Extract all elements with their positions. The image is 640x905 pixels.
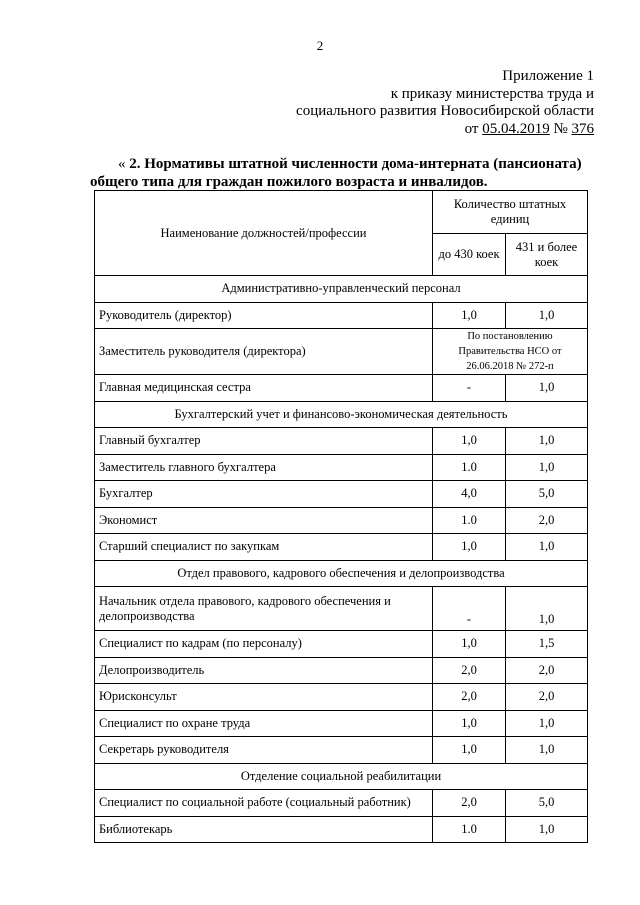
section-heading	[90, 155, 590, 191]
value-up-to-430: -	[433, 375, 506, 402]
table-row	[95, 631, 588, 658]
value-431-plus: 2,0	[506, 657, 588, 684]
table-row	[95, 710, 588, 737]
heading-text-1: 2. Нормативы штатной численности дома-интерната (пансионата)	[129, 156, 582, 172]
value-up-to-430: 1.0	[433, 454, 506, 481]
value-431-plus: 1,0	[506, 375, 588, 402]
position-name: Библиотекарь	[95, 816, 433, 843]
table-row	[95, 507, 588, 534]
position-name: Специалист по кадрам (по персоналу)	[95, 631, 433, 658]
value-up-to-430: 2,0	[433, 684, 506, 711]
value-up-to-430: 1,0	[433, 710, 506, 737]
value-up-to-430: 1,0	[433, 534, 506, 561]
appendix-order-line	[296, 121, 594, 139]
table-row	[95, 534, 588, 561]
value-431-plus: 2,0	[506, 507, 588, 534]
position-name: Руководитель (директор)	[95, 302, 433, 329]
value-up-to-430: 1,0	[433, 631, 506, 658]
table-row	[95, 428, 588, 455]
order-date-prefix: от	[464, 120, 483, 137]
value-up-to-430: 2,0	[433, 657, 506, 684]
value-431-plus: 1,0	[506, 587, 588, 631]
value-up-to-430: 2,0	[433, 790, 506, 817]
table-row	[95, 587, 588, 631]
heading-quote: «	[118, 156, 130, 172]
order-number: 376	[571, 120, 594, 137]
section-title: Бухгалтерский учет и финансово-экономическая деятельность	[95, 401, 588, 428]
value-up-to-430: 4,0	[433, 481, 506, 508]
value-431-plus: 1,0	[506, 428, 588, 455]
section-title: Отделение социальной реабилитации	[95, 763, 588, 790]
section-title: Административно-управленческий персонал	[95, 276, 588, 303]
position-name: Главный бухгалтер	[95, 428, 433, 455]
value-431-plus: 5,0	[506, 790, 588, 817]
position-name: Юрисконсульт	[95, 684, 433, 711]
column-header-quantity: Количество штатных единиц	[433, 191, 588, 234]
section-title: Отдел правового, кадрового обеспечения и делопроизводства	[95, 560, 588, 587]
heading-line-2: общего типа для граждан пожилого возраста и инвалидов.	[90, 174, 488, 190]
table-row	[95, 481, 588, 508]
table-row	[95, 454, 588, 481]
table-row	[95, 737, 588, 764]
position-name: Бухгалтер	[95, 481, 433, 508]
table-row	[95, 302, 588, 329]
order-date: 05.04.2019	[482, 120, 550, 137]
position-name: Главная медицинская сестра	[95, 375, 433, 402]
appendix-line-2: к приказу министерства труда и	[390, 85, 594, 102]
quantity-note: По постановлению Правительства НСО от 26.06.2018 № 272-п	[433, 329, 588, 375]
position-name: Заместитель главного бухгалтера	[95, 454, 433, 481]
value-431-plus: 1,0	[506, 302, 588, 329]
column-header-431-plus: 431 и более коек	[506, 234, 588, 276]
value-up-to-430: 1.0	[433, 816, 506, 843]
position-name: Секретарь руководителя	[95, 737, 433, 764]
value-431-plus: 5,0	[506, 481, 588, 508]
value-431-plus: 1,0	[506, 737, 588, 764]
value-431-plus: 1,0	[506, 816, 588, 843]
table-row	[95, 684, 588, 711]
order-number-sign: №	[549, 120, 572, 137]
position-name: Специалист по охране труда	[95, 710, 433, 737]
position-name: Специалист по социальной работе (социальный работник)	[95, 790, 433, 817]
value-431-plus: 1,0	[506, 534, 588, 561]
value-up-to-430: 1,0	[433, 302, 506, 329]
value-up-to-430: 1.0	[433, 507, 506, 534]
heading-line-1	[90, 155, 590, 173]
page-number: 2	[316, 38, 324, 53]
table-row	[95, 790, 588, 817]
position-name: Старший специалист по закупкам	[95, 534, 433, 561]
staffing-table	[94, 190, 588, 843]
value-431-plus: 1,0	[506, 710, 588, 737]
value-431-plus: 1,0	[506, 454, 588, 481]
value-431-plus: 1,5	[506, 631, 588, 658]
table-row	[95, 657, 588, 684]
position-name: Заместитель руководителя (директора)	[95, 329, 433, 375]
position-name: Делопроизводитель	[95, 657, 433, 684]
value-up-to-430: -	[433, 587, 506, 631]
table-row	[95, 329, 588, 375]
column-header-up-to-430: до 430 коек	[433, 234, 506, 276]
value-431-plus: 2,0	[506, 684, 588, 711]
position-name: Начальник отдела правового, кадрового обеспечения и делопроизводства	[95, 587, 433, 631]
appendix-line-1: Приложение 1	[502, 68, 594, 84]
column-header-name: Наименование должностей/профессии	[95, 191, 433, 276]
table-row	[95, 816, 588, 843]
value-up-to-430: 1,0	[433, 428, 506, 455]
value-up-to-430: 1,0	[433, 737, 506, 764]
position-name: Экономист	[95, 507, 433, 534]
appendix-line-3: социального развития Новосибирской области	[296, 103, 594, 119]
appendix-header	[296, 68, 594, 138]
table-row	[95, 375, 588, 402]
